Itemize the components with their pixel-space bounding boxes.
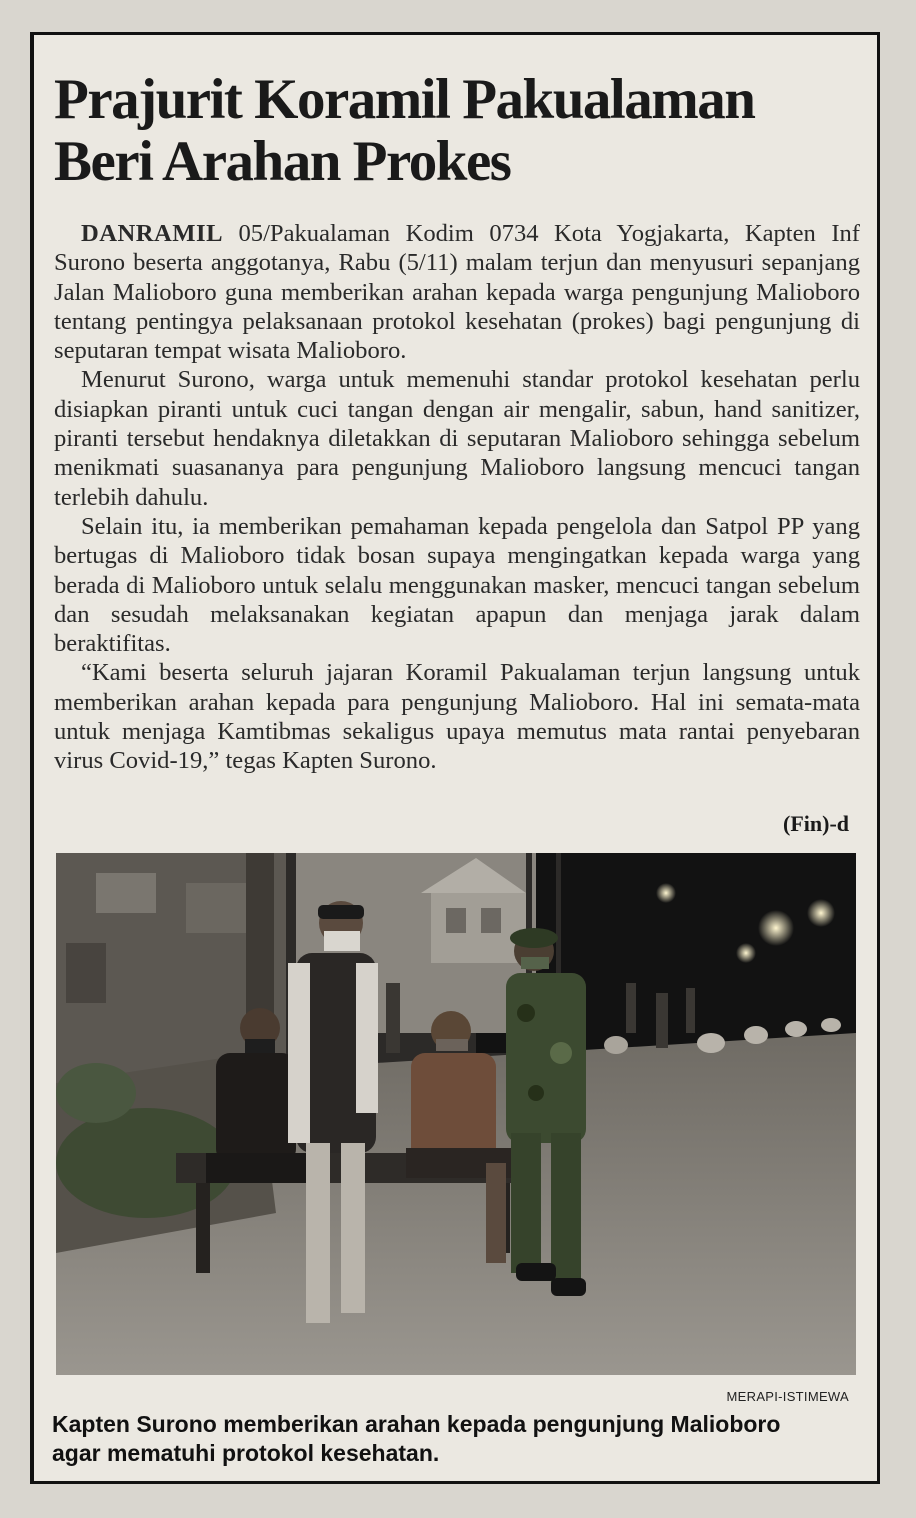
paragraph-1-text: 05/Pakualaman Kodim 0734 Kota Yogjakarta, Kapten Inf Surono beserta anggotanya, Rabu (5/11) malam terjun dan menyusuri sepanjang Jalan Malioboro guna memberikan arahan kepada warga pengunjung Malioboro tentang pentingya pelaksanaan protokol kesehatan (prokes) bagi pengunjung di seputaran tempat wisata Malioboro. bbox=[54, 220, 860, 365]
newspaper-clipping bbox=[30, 32, 880, 1484]
photo-credit: MERAPI-ISTIMEWA bbox=[726, 1389, 849, 1404]
paragraph-2: Menurut Surono, warga untuk memenuhi standar protokol kesehatan perlu disiapkan piranti untuk cuci tangan dengan air mengalir, sabun, hand sanitizer, piranti tersebut hendaknya diletakkan di seputaran Malioboro sehingga sebelum menikmati suasananya para pengunjung Malioboro langsung mencuci tangan terlebih dahulu. bbox=[54, 366, 860, 511]
article-body bbox=[54, 219, 860, 776]
news-photo bbox=[56, 853, 856, 1375]
headline bbox=[54, 69, 854, 193]
headline-line-1: Prajurit Koramil Pakualaman bbox=[54, 68, 755, 131]
malioboro-night-scene bbox=[56, 853, 856, 1375]
headline-line-2: Beri Arahan Prokes bbox=[54, 130, 511, 193]
photo-caption bbox=[52, 1410, 872, 1468]
caption-line-2: agar mematuhi protokol kesehatan. bbox=[52, 1440, 440, 1466]
author-signoff: (Fin)-d bbox=[783, 811, 849, 836]
dateline: DANRAMIL bbox=[81, 220, 223, 247]
paragraph-1 bbox=[54, 219, 860, 365]
paragraph-3: Selain itu, ia memberikan pemahaman kepada pengelola dan Satpol PP yang bertugas di Malioboro tidak bosan supaya mengingatkan kepada warga yang berada di Malioboro untuk selalu menggunakan masker, mencuci tangan sebelum dan sesudah melaksanakan kegiatan apapun dan menjaga jarak dalam beraktifitas. bbox=[54, 512, 860, 658]
caption-line-1: Kapten Surono memberikan arahan kepada pengunjung Malioboro bbox=[52, 1411, 781, 1437]
paragraph-4: “Kami beserta seluruh jajaran Koramil Pakualaman terjun langsung untuk memberikan arahan kepada para pengunjung Malioboro. Hal ini semata-mata untuk menjaga Kamtibmas sekaligus upaya memutus mata rantai penyebaran virus Covid-19,” tegas Kapten Surono. bbox=[54, 659, 860, 775]
